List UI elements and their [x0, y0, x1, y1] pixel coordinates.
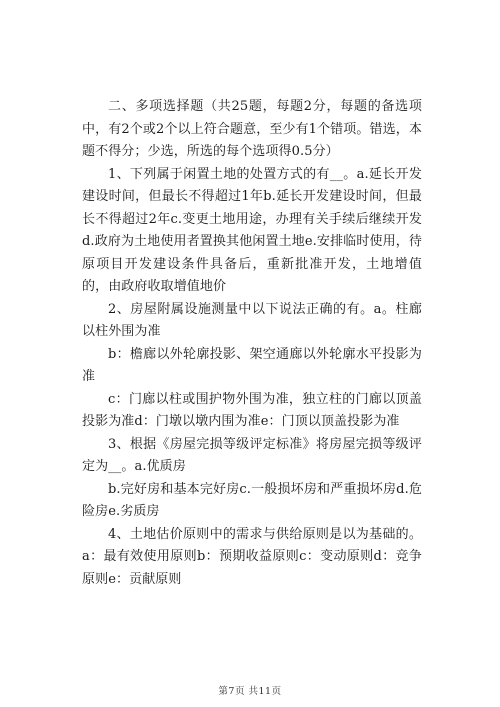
- question-2-option-b: b：檐廊以外轮廓投影、架空通廊以外轮廓水平投影为准: [82, 346, 422, 384]
- question-3-options: b.完好房和基本完好房c.一般损坏房和严重损坏房d.危险房e.劣质房: [82, 481, 422, 519]
- question-2-option-c: c：门廊以柱或围护物外围为准，独立柱的门廊以顶盖投影为准d：门墩以墩内围为准e：门顶以顶盖投影为准: [82, 391, 422, 429]
- question-1: 1、下列属于闲置土地的处置方式的有__。a.延长开发建设时间，但最长不得超过1年b.延长开发建设时间，但最长不得超过2年c.变更土地用途，办理有关手续后继续开发d.政府为土地使用者置换其他闲置土地e.安排临时使用，待原项目开发建设条件具备后，重新批准开发，土地增值的，由政府收取增值地价: [82, 166, 422, 294]
- question-4: 4、土地估价原则中的需求与供给原则是以为基础的。a：最有效使用原则b：预期收益原则c：变动原则d：竞争原则e：贡献原则: [82, 526, 422, 587]
- page-number-footer: 第7页 共11页: [218, 686, 282, 697]
- section-heading-multiple-choice: 二、多项选择题（共25题，每题2分，每题的备选项中，有2个或2个以上符合题意，至少有1个错项。错选，本题不得分；少选，所选的每个选项得0.5分）: [82, 99, 422, 159]
- document-body: [82, 96, 422, 591]
- question-3: 3、根据《房屋完损等级评定标准》将房屋完损等级评定为__。a.优质房: [82, 436, 422, 474]
- question-2: 2、房屋附属设施测量中以下说法正确的有。a。柱廊以柱外围为准: [82, 301, 422, 339]
